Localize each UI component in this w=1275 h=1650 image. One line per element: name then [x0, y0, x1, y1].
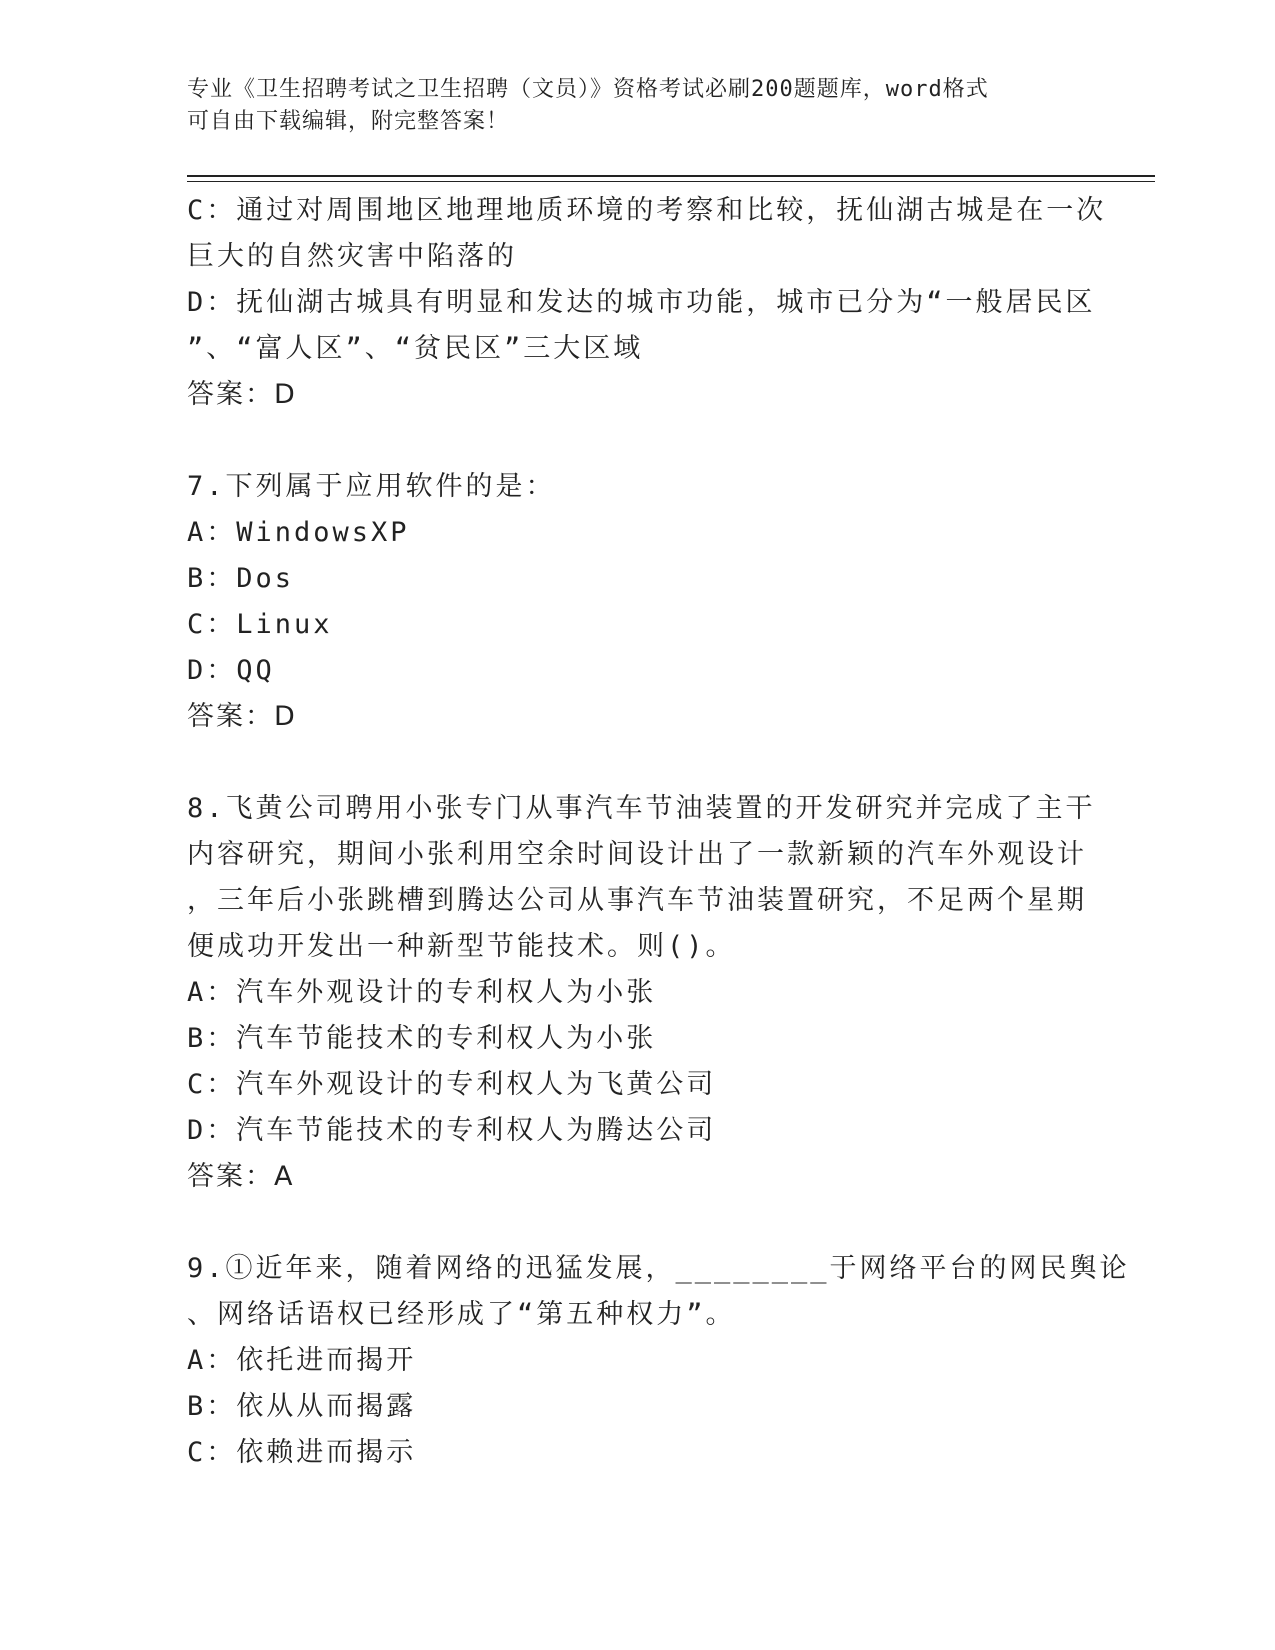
- question-text-line-1: 9.①近年来，随着网络的迅猛发展，________于网络平台的网民舆论: [187, 1253, 1130, 1284]
- header-title-line-2: 可自由下载编辑，附完整答案！: [187, 109, 510, 134]
- answer: 答案：A: [187, 1161, 295, 1192]
- header-divider-thick: [187, 175, 1155, 177]
- document-header: [187, 74, 1087, 138]
- option-a: A：WindowsXP: [187, 517, 410, 548]
- question-7: [187, 464, 1087, 740]
- question-content: [187, 188, 1130, 1476]
- option-d: D：QQ: [187, 655, 275, 686]
- option-b: B：Dos: [187, 563, 295, 594]
- header-title-line-1: 专业《卫生招聘考试之卫生招聘（文员）》资格考试必刷200题题库，word格式: [187, 77, 989, 102]
- question-9: [187, 1246, 1130, 1476]
- answer: 答案：D: [187, 701, 297, 732]
- question-text-line-2: 、网络话语权已经形成了“第五种权力”。: [187, 1299, 736, 1330]
- header-divider-thin: [187, 181, 1155, 182]
- option-a: A：依托进而揭开: [187, 1345, 417, 1376]
- question-text-line-3: ，三年后小张跳槽到腾达公司从事汽车节油装置研究，不足两个星期: [187, 885, 1087, 916]
- option-c: C：汽车外观设计的专利权人为飞黄公司: [187, 1069, 717, 1100]
- question-text: 7.下列属于应用软件的是：: [187, 471, 556, 502]
- option-b: B：依从从而揭露: [187, 1391, 417, 1422]
- option-c: C：依赖进而揭示: [187, 1437, 417, 1468]
- option-d: D：汽车节能技术的专利权人为腾达公司: [187, 1115, 717, 1146]
- option-c: C：Linux: [187, 609, 333, 640]
- question-text-line-4: 便成功开发出一种新型节能技术。则()。: [187, 931, 736, 962]
- question-8: [187, 786, 1096, 1200]
- option-d-line-1: D：抚仙湖古城具有明显和发达的城市功能，城市已分为“一般居民区: [187, 287, 1096, 318]
- option-c-line-1: C：通过对周围地区地理地质环境的考察和比较，抚仙湖古城是在一次: [187, 195, 1107, 226]
- option-d-line-2: ”、“富人区”、“贫民区”三大区域: [187, 333, 644, 364]
- answer: 答案：D: [187, 379, 297, 410]
- option-b: B：汽车节能技术的专利权人为小张: [187, 1023, 657, 1054]
- question-text-line-1: 8.飞黄公司聘用小张专门从事汽车节油装置的开发研究并完成了主干: [187, 793, 1096, 824]
- question-6: [187, 188, 1107, 418]
- option-c-line-2: 巨大的自然灾害中陷落的: [187, 241, 517, 272]
- question-text-line-2: 内容研究，期间小张利用空余时间设计出了一款新颖的汽车外观设计: [187, 839, 1087, 870]
- option-a: A：汽车外观设计的专利权人为小张: [187, 977, 657, 1008]
